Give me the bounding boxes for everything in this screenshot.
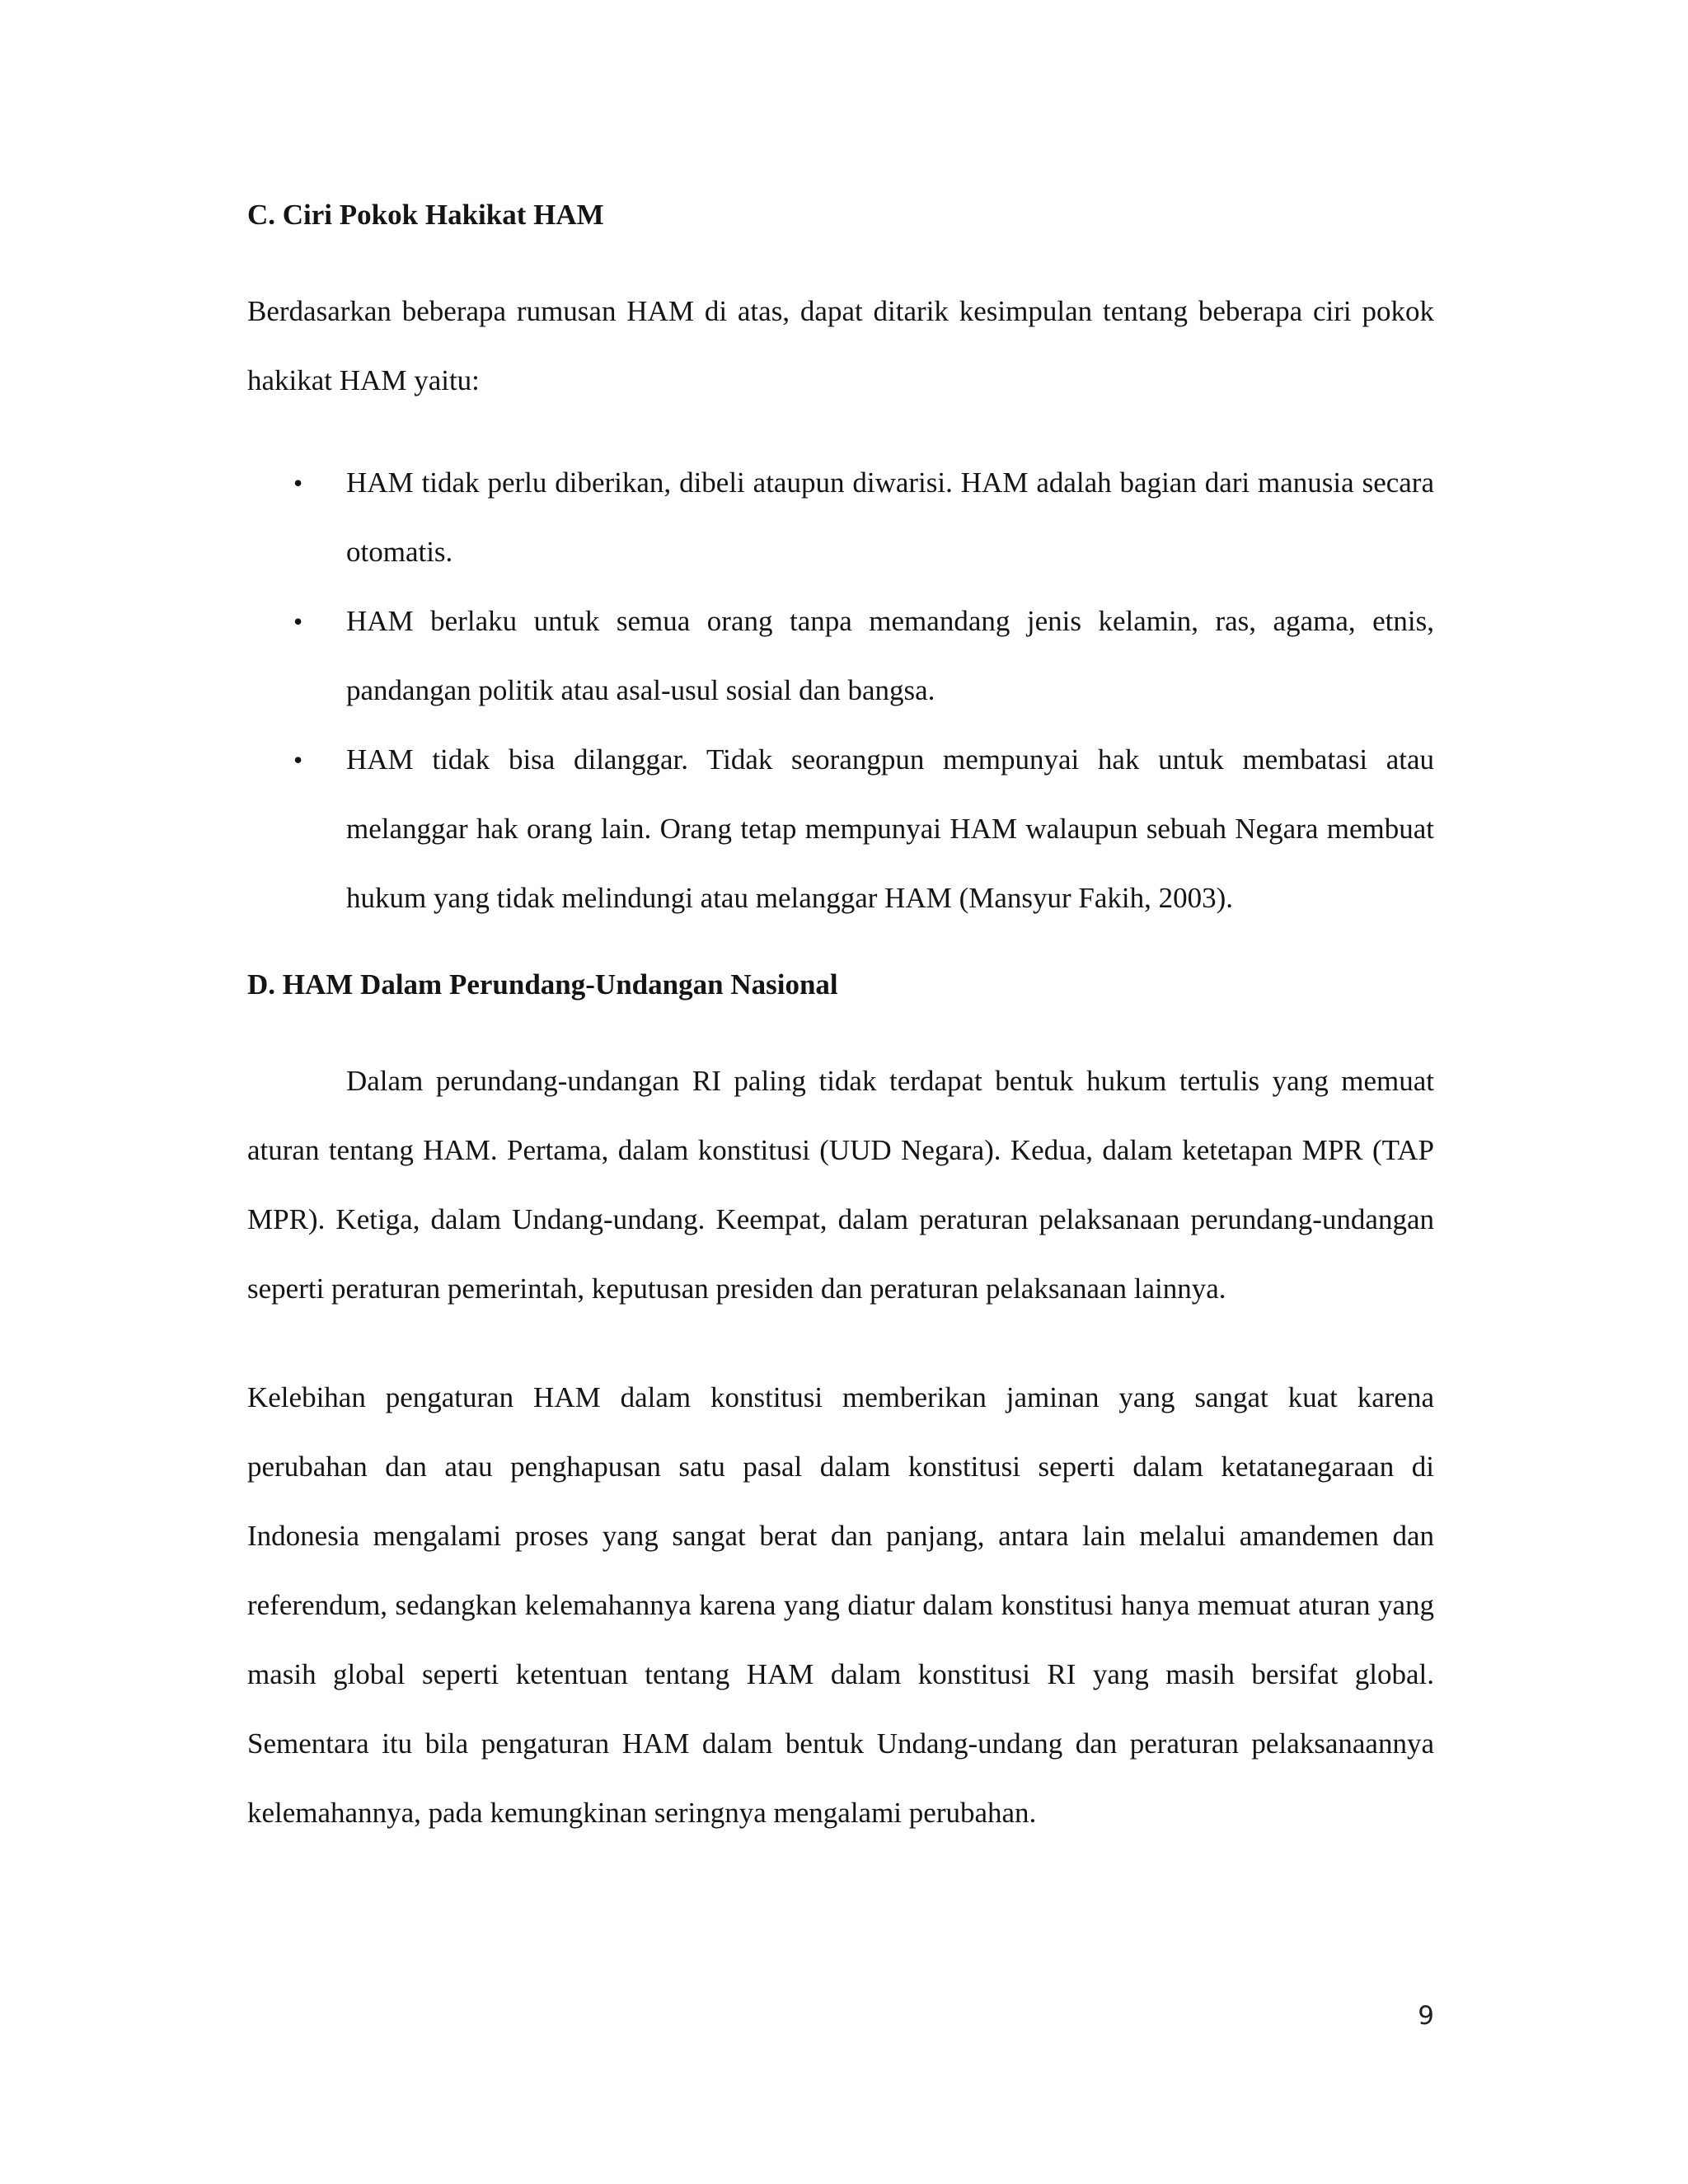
bullet-text: HAM tidak bisa dilanggar. Tidak seorangpun mempunyai hak untuk membatasi atau melanggar hak orang lain. Orang tetap mempunyai HAM walaupun sebuah Negara membuat hukum yang tidak melindungi atau melanggar HAM (Mansyur Fakih, 2003). [346, 743, 1434, 914]
bullet-text: HAM berlaku untuk semua orang tanpa memandang jenis kelamin, ras, agama, etnis, pandangan politik atau asal-usul sosial dan bangsa. [346, 605, 1434, 706]
bullet-icon: • [293, 745, 303, 775]
page-number: 9 [1418, 2001, 1434, 2031]
page-content [247, 194, 1434, 1848]
hakikat-bullet-list [247, 448, 1434, 933]
section-d-heading: D. HAM Dalam Perundang-Undangan Nasional [247, 968, 838, 1001]
section-c-intro: Berdasarkan beberapa rumusan HAM di atas, dapat ditarik kesimpulan tentang beberapa ciri pokok hakikat HAM yaitu: [247, 295, 1434, 396]
section-c-heading: C. Ciri Pokok Hakikat HAM [247, 199, 604, 231]
bullet-item [247, 448, 1434, 587]
bullet-item [247, 587, 1434, 725]
bullet-icon: • [293, 468, 303, 498]
section-d-paragraph-1: Dalam perundang-undangan RI paling tidak terdapat bentuk hukum tertulis yang memuat aturan tentang HAM. Pertama, dalam konstitusi (UUD Negara). Kedua, dalam ketetapan MPR (TAP MPR). Ketiga, dalam Undang-undang. Keempat, dalam peraturan pelaksanaan perundang-undangan seperti peraturan pemerintah, keputusan presiden dan peraturan pelaksanaan lainnya. [247, 1065, 1434, 1305]
bullet-item [247, 725, 1434, 933]
bullet-icon: • [293, 607, 303, 636]
section-d-paragraph-2: Kelebihan pengaturan HAM dalam konstitusi memberikan jaminan yang sangat kuat karena perubahan dan atau penghapusan satu pasal dalam konstitusi seperti dalam ketatanegaraan di Indonesia mengalami proses yang sangat berat dan panjang, antara lain melalui amandemen dan referendum, sedangkan kelemahannya karena yang diatur dalam konstitusi hanya memuat aturan yang masih global seperti ketentuan tentang HAM dalam konstitusi RI yang masih bersifat global. Sementara itu bila pengaturan HAM dalam bentuk Undang-undang dan peraturan pelaksanaannya kelemahannya, pada kemungkinan seringnya mengalami perubahan. [247, 1381, 1434, 1829]
bullet-text: HAM tidak perlu diberikan, dibeli ataupun diwarisi. HAM adalah bagian dari manusia secara otomatis. [346, 466, 1434, 568]
